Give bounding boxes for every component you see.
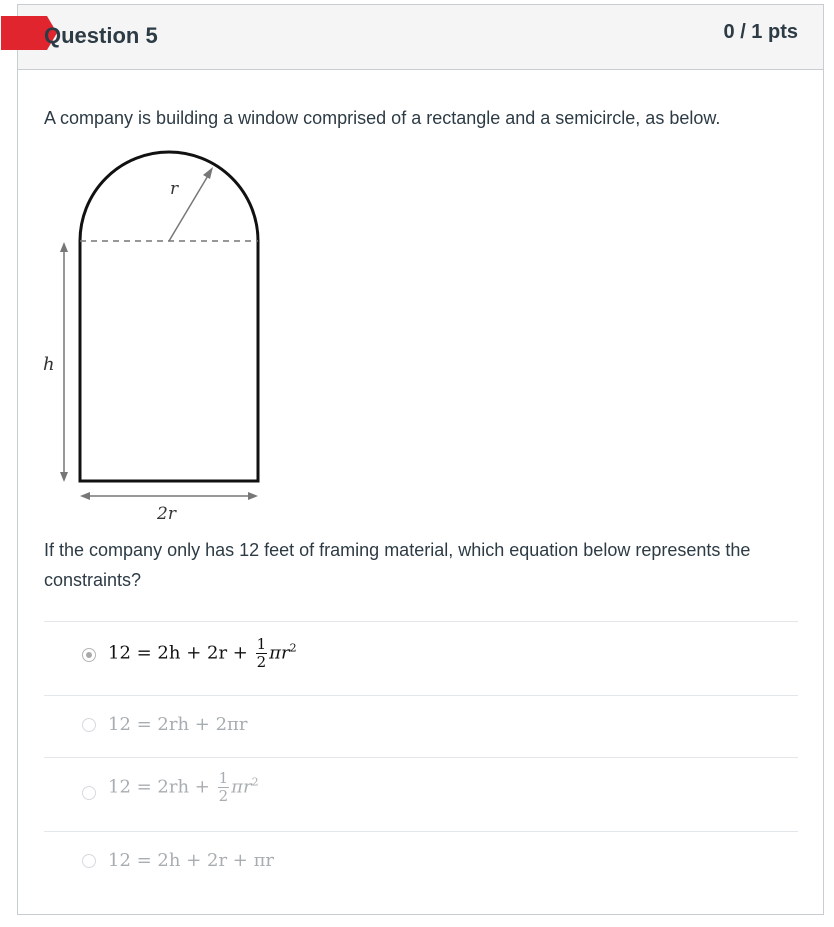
answer-option[interactable] (44, 757, 798, 831)
radius-arrowhead (203, 167, 213, 179)
width-label: 2r (157, 504, 176, 524)
height-arrowhead-bottom (60, 472, 68, 482)
height-arrowhead-top (60, 242, 68, 252)
answer-equation: 12 = 2h + 2r + πr (108, 850, 275, 871)
fraction: $\frac{1}{2}$ (256, 635, 267, 671)
answer-radio[interactable] (82, 718, 96, 732)
question-card (17, 4, 824, 915)
radius-label: r (170, 179, 179, 199)
answer-radio[interactable] (82, 786, 96, 800)
height-label: h (43, 354, 55, 375)
question-points: 0 / 1 pts (723, 21, 798, 43)
fraction: $\frac{1}{2}$ (218, 769, 229, 805)
answer-list (44, 621, 798, 891)
question-title: Question 5 (44, 23, 158, 48)
answer-option[interactable] (44, 831, 798, 891)
width-arrowhead-right (248, 492, 258, 500)
answer-radio[interactable] (82, 648, 96, 662)
question-header (18, 5, 823, 70)
window-frame (80, 152, 258, 481)
answer-equation: 12 = 2h + 2r + $\frac{1}{2}$ $\pi r^2$ (108, 635, 297, 671)
width-arrowhead-left (80, 492, 90, 500)
window-diagram (40, 146, 290, 526)
question-prompt-2: If the company only has 12 feet of framing material, which equation below represents the constraints? (44, 540, 751, 590)
answer-option[interactable] (44, 621, 798, 695)
answer-option[interactable] (44, 695, 798, 757)
answer-equation: 12 = 2rh + 2πr (108, 714, 248, 735)
question-prompt: A company is building a window comprised of a rectangle and a semicircle, as below. (44, 108, 721, 128)
answer-radio[interactable] (82, 854, 96, 868)
answer-equation: 12 = 2rh + $\frac{1}{2}$ $\pi r^2$ (108, 769, 259, 805)
